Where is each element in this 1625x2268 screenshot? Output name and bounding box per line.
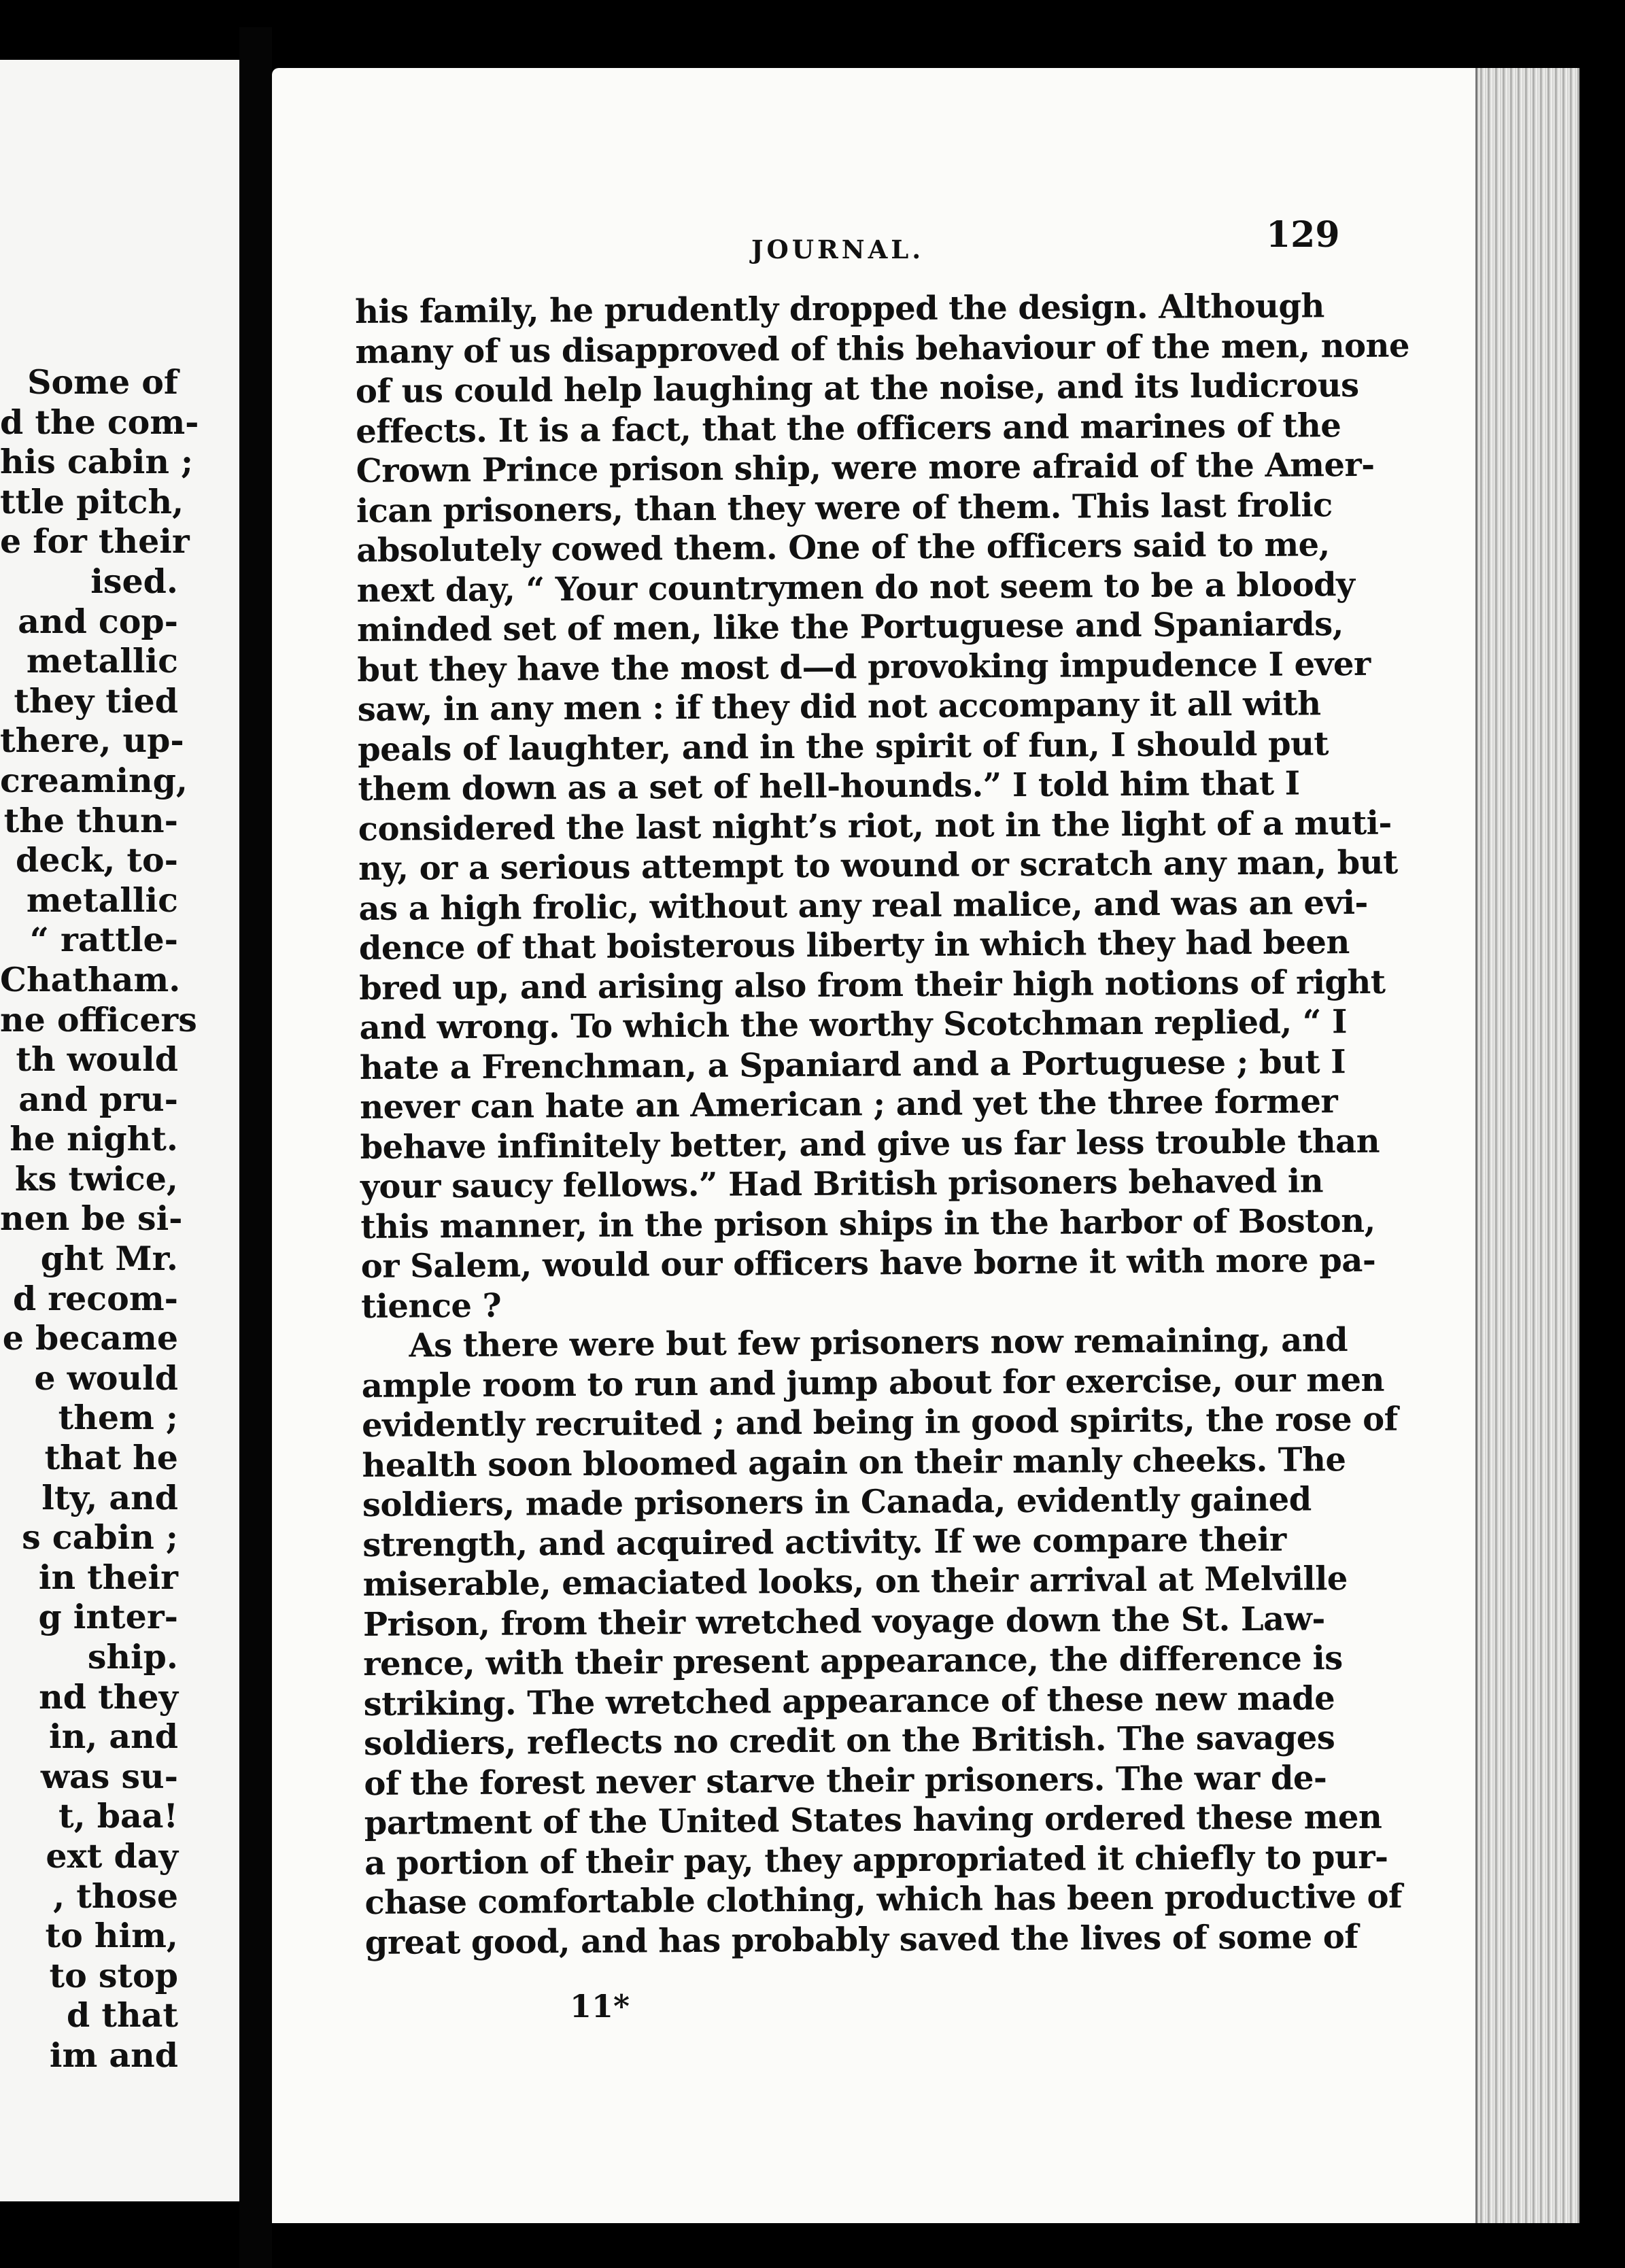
text-line: evidently recruited ; and being in good spirits, the rose of [362, 1400, 1398, 1445]
left-text-line: s cabin ; [22, 1517, 178, 1558]
page-number: 129 [1266, 214, 1340, 256]
left-text-line: was su- [40, 1756, 178, 1796]
text-line: soldiers, reflects no credit on the British. The savages [363, 1719, 1335, 1763]
left-page-text [0, 362, 199, 2076]
left-text-line: ttle pitch, [0, 481, 184, 521]
text-line: miserable, emaciated looks, on their arrival at Melville [362, 1560, 1348, 1604]
left-text-line: e would [34, 1358, 178, 1398]
right-page-text [355, 286, 1410, 1963]
left-text-line: creaming, [0, 760, 188, 800]
left-text-line: deck, to- [16, 840, 178, 880]
text-line: this manner, in the prison ships in the harbor of Boston, [360, 1201, 1375, 1246]
text-line: peals of laughter, and in the spirit of fun, I should put [357, 724, 1329, 769]
left-text-line: d the com- [0, 402, 199, 442]
left-text-line: nen be si- [0, 1199, 183, 1239]
left-text-line: th would [16, 1040, 178, 1080]
text-line: behave infinitely better, and give us far less trouble than [360, 1122, 1380, 1167]
left-text-line: ks twice, [14, 1158, 178, 1199]
text-line: but they have the most d—d provoking impudence I ever [357, 645, 1371, 689]
text-line: his family, he prudently dropped the design. Although [355, 287, 1324, 331]
text-line: saw, in any men : if they did not accompany it all with [357, 685, 1321, 729]
signature-mark: 11* [570, 1988, 630, 2025]
running-head: JOURNAL. [751, 235, 925, 264]
left-text-line: he night. [10, 1119, 178, 1159]
left-text-line: ne officers [0, 999, 197, 1040]
left-text-line: “ rattle- [29, 920, 178, 960]
left-text-line: to him, [45, 1916, 178, 1956]
text-line: next day, “ Your countrymen do not seem to be a bloody [356, 565, 1355, 610]
left-text-line: ship. [87, 1637, 178, 1677]
text-line: strength, and acquired activity. If we compare their [362, 1520, 1286, 1564]
text-line: never can hate an American ; and yet the three former [360, 1082, 1338, 1127]
text-line: striking. The wretched appearance of these new made [363, 1679, 1335, 1723]
text-line: chase comfortable clothing, which has been productive of [364, 1877, 1403, 1922]
text-line: ican prisoners, than they were of them. This last frolic [356, 485, 1333, 530]
text-line: absolutely cowed them. One of the officers said to me, [356, 526, 1330, 570]
left-text-line: e became [2, 1318, 178, 1358]
left-text-line: ised. [90, 561, 178, 601]
left-text-line: im and [49, 2035, 178, 2075]
left-text-line: metallic [26, 641, 178, 681]
left-text-line: they tied [14, 681, 178, 721]
text-line: Crown Prince prison ship, were more afraid of the Amer- [356, 445, 1375, 490]
left-text-line: Some of [27, 362, 178, 402]
text-line: considered the last night’s riot, not in the light of a muti- [358, 804, 1392, 848]
left-text-line: there, up- [0, 721, 184, 761]
left-text-line: nd they [39, 1677, 178, 1717]
text-line: As there were but few prisoners now remaining, and [409, 1321, 1348, 1365]
text-line: soldiers, made prisoners in Canada, evidently gained [362, 1480, 1312, 1524]
text-line: as a high frolic, without any real malice, and was an evi- [358, 883, 1368, 928]
left-text-line: metallic [26, 880, 178, 920]
text-line: bred up, and arising also from their high notions of right [359, 963, 1386, 1008]
text-line: ny, or a serious attempt to wound or scratch any man, but [358, 843, 1398, 888]
text-line: effects. It is a fact, that the officers and marines of the [356, 406, 1341, 451]
left-page [0, 60, 243, 2201]
left-text-line: in their [38, 1557, 178, 1597]
text-line: minded set of men, like the Portuguese and Spaniards, [356, 605, 1344, 649]
page-fore-edge [1475, 68, 1579, 2223]
left-text-line: in, and [49, 1717, 178, 1757]
left-text-line: the thun- [3, 800, 178, 840]
left-text-line: and cop- [18, 601, 178, 641]
text-line: rence, with their present appearance, the difference is [363, 1639, 1343, 1683]
text-line: tience ? [360, 1286, 502, 1326]
text-line: great good, and has probably saved the lives of some of [364, 1917, 1358, 1962]
text-line: dence of that boisterous liberty in which they had been [358, 923, 1350, 967]
text-line: or Salem, would our officers have borne it with more pa- [360, 1241, 1376, 1286]
book-gutter [239, 27, 272, 2268]
text-line: Prison, from their wretched voyage down the St. Law- [362, 1599, 1325, 1644]
text-line: many of us disapproved of this behaviour of the men, none [355, 326, 1410, 371]
left-text-line: ext day [46, 1836, 178, 1876]
left-text-line: d recom- [12, 1278, 178, 1318]
text-line: them down as a set of hell-hounds.” I told him that I [358, 764, 1300, 808]
left-text-line: lty, and [41, 1477, 178, 1517]
left-text-line: d that [67, 1995, 178, 2035]
left-text-line: to stop [49, 1955, 178, 1995]
text-line: of the forest never starve their prisoners. The war de- [364, 1758, 1327, 1803]
left-text-line: his cabin ; [0, 442, 194, 482]
text-line: hate a Frenchman, a Spaniard and a Portuguese ; but I [359, 1042, 1346, 1087]
text-line: your saucy fellows.” Had British prisoners behaved in [360, 1162, 1324, 1206]
text-line: health soon bloomed again on their manly cheeks. The [362, 1440, 1346, 1485]
left-text-line: t, baa! [58, 1796, 178, 1836]
left-text-line: , those [53, 1876, 178, 1916]
left-text-line: that he [44, 1438, 178, 1478]
text-line: partment of the United States having ordered these men [364, 1798, 1382, 1842]
text-line: of us could help laughing at the noise, and its ludicrous [355, 366, 1359, 411]
left-text-line: them ; [58, 1398, 178, 1438]
text-line: a portion of their pay, they appropriated it chiefly to pur- [364, 1838, 1388, 1883]
left-text-line: ght Mr. [40, 1239, 178, 1279]
text-line: and wrong. To which the worthy Scotchman replied, “ I [359, 1003, 1348, 1047]
left-text-line: Chatham. [0, 959, 181, 999]
text-line: ample room to run and jump about for exercise, our men [361, 1360, 1385, 1405]
left-text-line: g inter- [38, 1597, 178, 1637]
left-text-line: e for their [0, 521, 190, 562]
left-text-line: and pru- [18, 1079, 178, 1119]
